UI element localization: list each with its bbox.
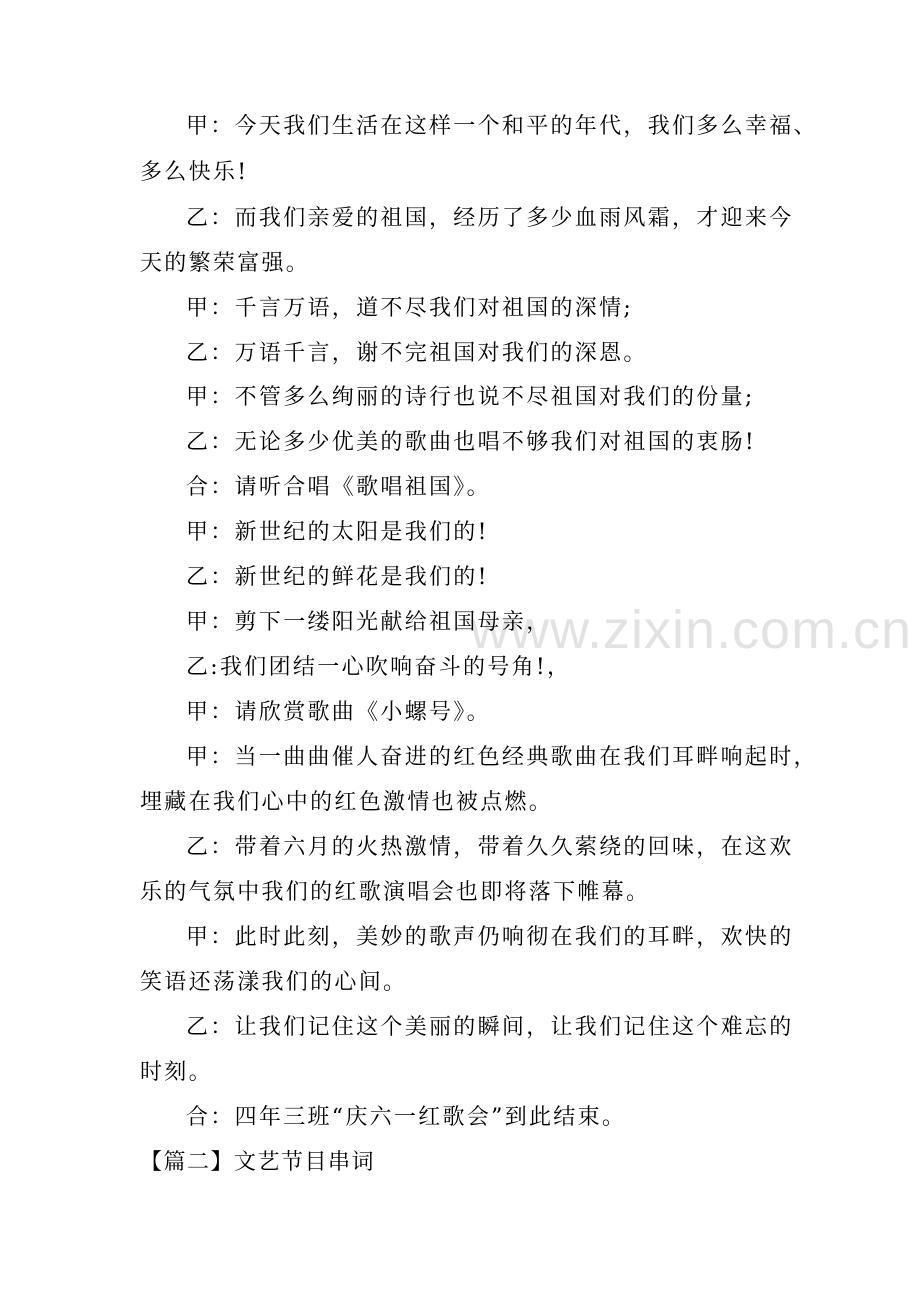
dialogue-line: 乙：而我们亲爱的祖国，经历了多少血雨风霜，才迎来今 [186,206,794,231]
dialogue-line: 甲：剪下一缕阳光献给祖国母亲， [186,610,551,635]
watermark: www.zixin.com.cn [470,600,913,660]
dialogue-line: 合：四年三班“庆六一红歌会”到此结束。 [186,1105,627,1130]
dialogue-line: 甲：此时此刻，美妙的歌声仍响彻在我们的耳畔，欢快的 [186,925,794,950]
dialogue-line: 甲：新世纪的太阳是我们的! [186,520,489,545]
dialogue-line: 甲：不管多么绚丽的诗行也说不尽祖国对我们的份量; [186,385,755,410]
dialogue-line: 甲：今天我们生活在这样一个和平的年代，我们多么幸福、 [186,114,818,139]
dialogue-line: 乙：无论多少优美的歌曲也唱不够我们对祖国的衷肠! [186,430,757,455]
dialogue-line: 乙:我们团结一心吹响奋斗的号角!， [186,655,572,680]
dialogue-line: 甲：当一曲曲催人奋进的红色经典歌曲在我们耳畔响起时， [186,745,818,770]
dialogue-line: 乙：让我们记住这个美丽的瞬间，让我们记住这个难忘的 [186,1015,794,1040]
dialogue-line: 合：请听合唱《歌唱祖国》。 [186,475,491,500]
dialogue-line: 乙：新世纪的鲜花是我们的! [186,565,489,590]
dialogue-line-continuation: 笑语还荡漾我们的心间。 [140,970,408,995]
dialogue-line-continuation: 多么快乐! [140,160,249,185]
dialogue-line-continuation: 天的繁荣富强。 [140,251,311,276]
dialogue-line-continuation: 时刻。 [140,1060,213,1085]
section-heading: 【篇二】文艺节目串词 [140,1150,376,1175]
dialogue-line-continuation: 埋藏在我们心中的红色激情也被点燃。 [140,790,554,815]
dialogue-line: 乙：带着六月的火热激情，带着久久萦绕的回味，在这欢 [186,835,794,860]
dialogue-line-continuation: 乐的气氛中我们的红歌演唱会也即将落下帷幕。 [140,880,651,905]
dialogue-line: 甲：请欣赏歌曲《小螺号》。 [186,700,491,725]
dialogue-line: 甲：千言万语，道不尽我们对祖国的深情; [186,296,634,321]
dialogue-line: 乙：万语千言，谢不完祖国对我们的深恩。 [186,341,648,366]
